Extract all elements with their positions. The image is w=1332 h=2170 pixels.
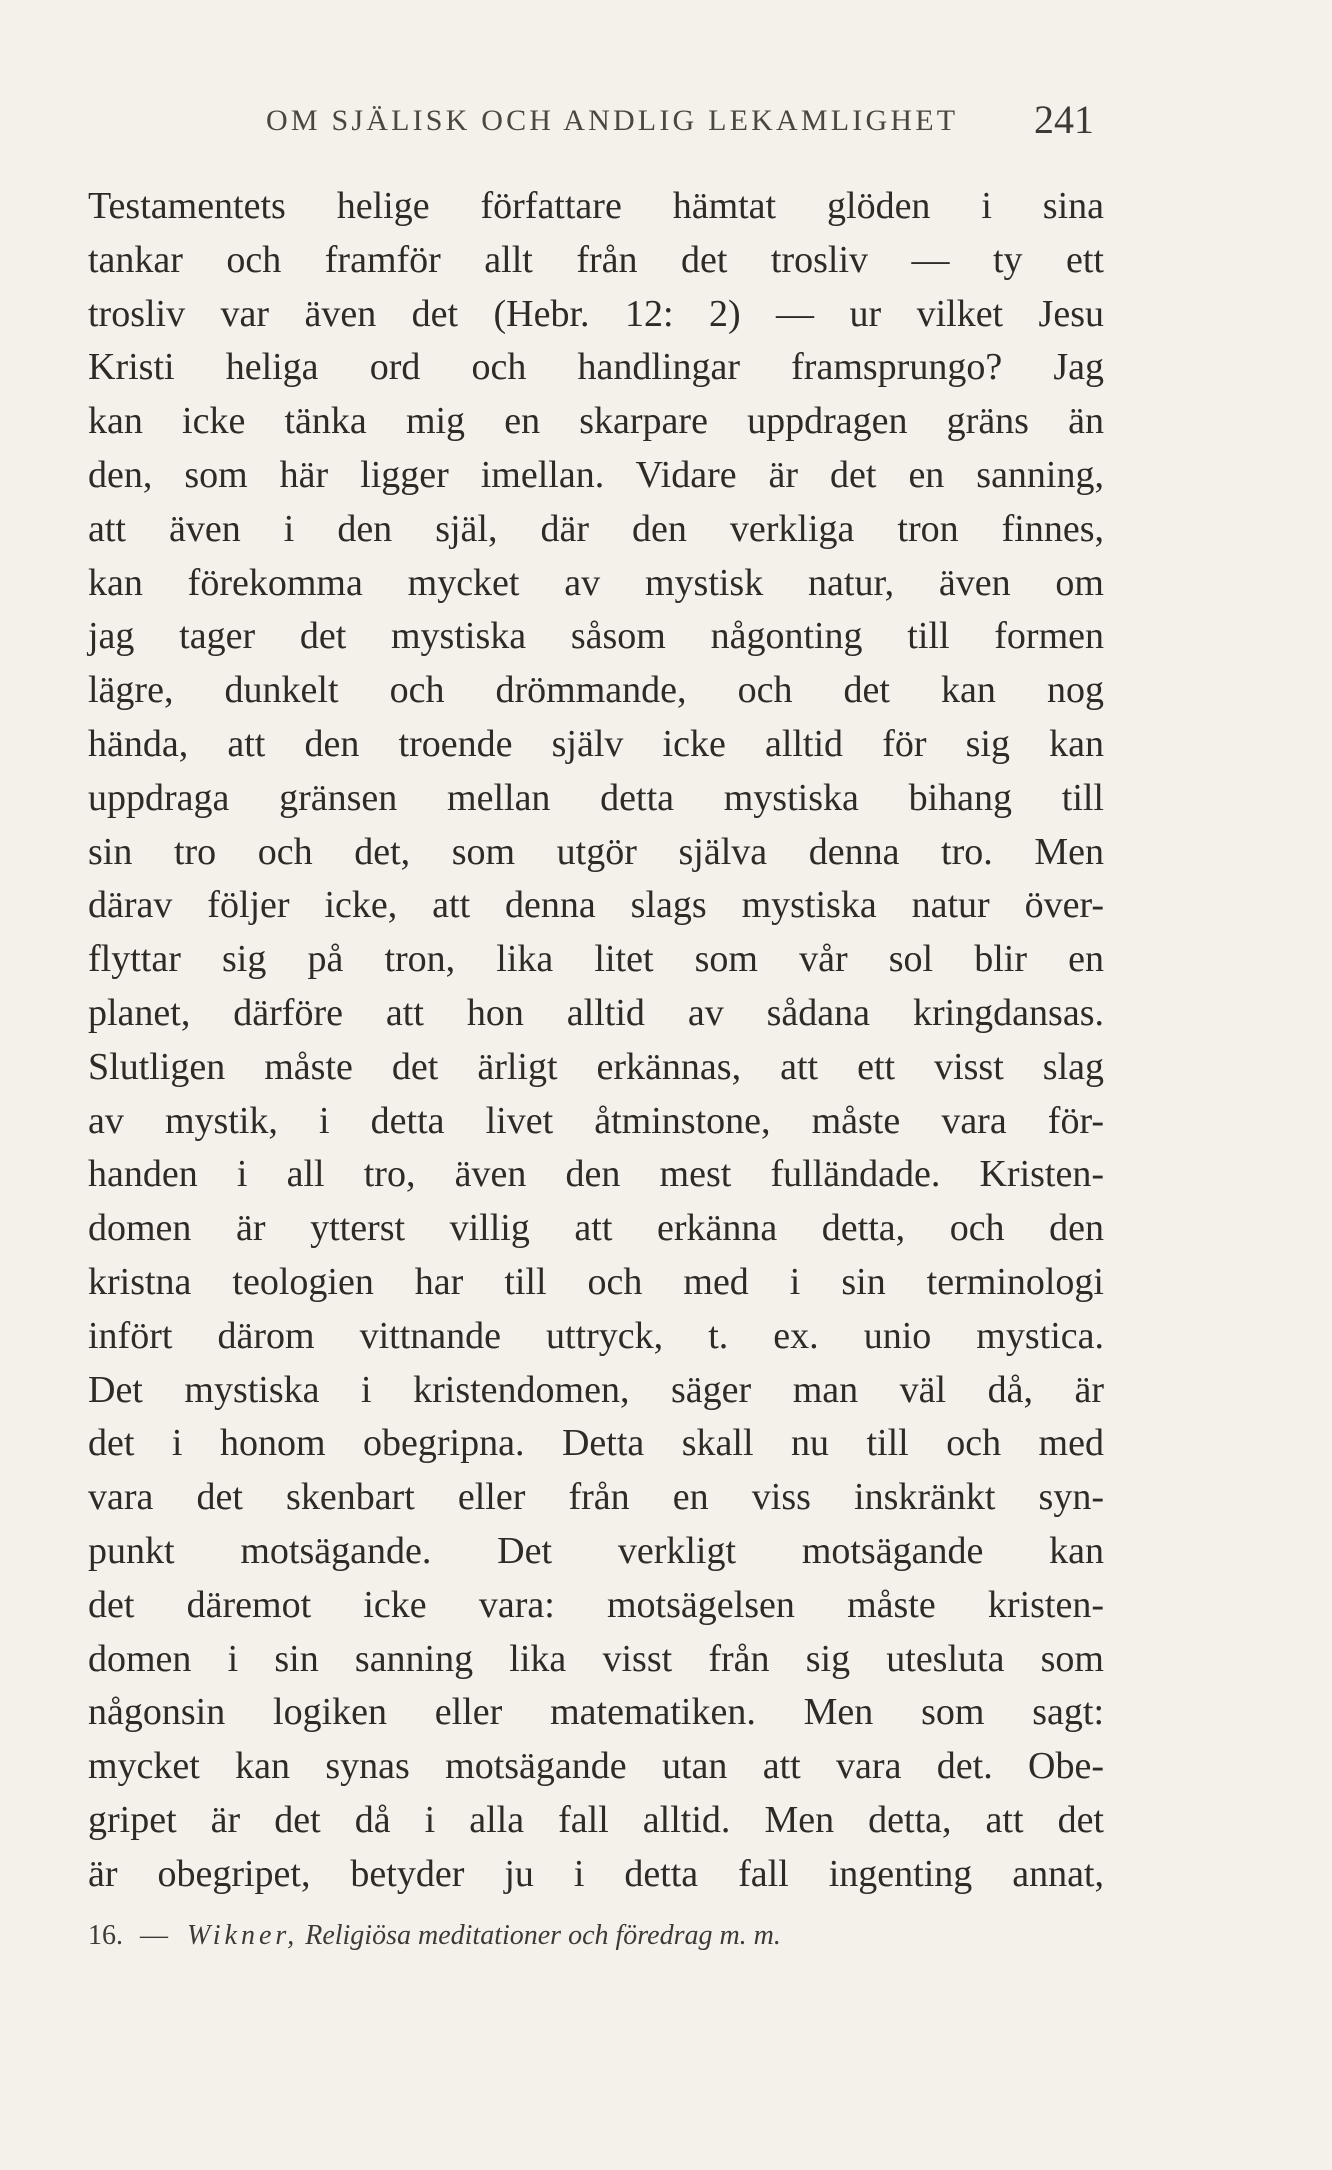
- text-line: handen i all tro, även den mest fulländade. Kristen-: [88, 1153, 1104, 1196]
- body-text: [88, 180, 1104, 1902]
- text-line: trosliv var även det (Hebr. 12: 2) — ur vilket Jesu: [88, 292, 1104, 335]
- text-line: domen i sin sanning lika visst från sig utesluta som: [88, 1637, 1104, 1680]
- running-title: OM SJÄLISK OCH ANDLIG LEKAMLIGHET: [266, 104, 959, 137]
- text-line: lägre, dunkelt och drömmande, och det kan nog: [88, 669, 1104, 712]
- text-line: flyttar sig på tron, lika litet som vår sol blir en: [88, 938, 1104, 981]
- text-line: hända, att den troende själv icke alltid för sig kan: [88, 722, 1104, 765]
- text-line: kristna teologien har till och med i sin terminologi: [88, 1260, 1104, 1303]
- text-line: kan förekomma mycket av mystisk natur, även om: [88, 561, 1104, 604]
- footer-signature-line: [88, 1920, 781, 1952]
- text-line: kan icke tänka mig en skarpare uppdragen gräns än: [88, 400, 1104, 443]
- text-line: det i honom obegripna. Detta skall nu till och med: [88, 1422, 1104, 1465]
- text-line: någonsin logiken eller matematiken. Men som sagt:: [88, 1691, 1104, 1734]
- text-line: är obegripet, betyder ju i detta fall ingenting annat,: [88, 1852, 1104, 1895]
- footer-dash: —: [140, 1920, 168, 1951]
- text-line: den, som här ligger imellan. Vidare är det en sanning,: [88, 453, 1104, 496]
- footer-book-title: Religiösa meditationer och föredrag m. m.: [305, 1920, 781, 1951]
- text-line: sin tro och det, som utgör själva denna tro. Men: [88, 830, 1104, 873]
- text-line: domen är ytterst villig att erkänna detta, och den: [88, 1207, 1104, 1250]
- text-line: det däremot icke vara: motsägelsen måste kristen-: [88, 1583, 1104, 1626]
- text-line: infört därom vittnande uttryck, t. ex. unio mystica.: [88, 1314, 1104, 1357]
- page-number: 241: [1034, 97, 1094, 142]
- text-line: punkt motsägande. Det verkligt motsägande kan: [88, 1529, 1104, 1572]
- text-line: vara det skenbart eller från en viss inskränkt syn-: [88, 1476, 1104, 1519]
- text-line: mycket kan synas motsägande utan att vara det. Obe-: [88, 1745, 1104, 1788]
- text-line: planet, därföre att hon alltid av sådana kringdansas.: [88, 991, 1104, 1034]
- text-line: Kristi heliga ord och handlingar framsprungo? Jag: [88, 346, 1104, 389]
- text-line: av mystik, i detta livet åtminstone, måste vara för-: [88, 1099, 1104, 1142]
- text-line: jag tager det mystiska såsom någonting till formen: [88, 615, 1104, 658]
- text-line: Det mystiska i kristendomen, säger man väl då, är: [88, 1368, 1104, 1411]
- text-line: Testamentets helige författare hämtat glöden i sina: [88, 185, 1104, 227]
- text-line: gripet är det då i alla fall alltid. Men detta, att det: [88, 1798, 1104, 1841]
- text-line: därav följer icke, att denna slags mystiska natur över-: [88, 884, 1104, 927]
- text-line: uppdraga gränsen mellan detta mystiska bihang till: [88, 776, 1104, 819]
- footer-author: Wikner,: [187, 1920, 299, 1951]
- text-line: tankar och framför allt från det trosliv — ty ett: [88, 238, 1104, 281]
- signature-mark: 16.: [88, 1920, 123, 1951]
- text-line: Slutligen måste det ärligt erkännas, att ett visst slag: [88, 1045, 1104, 1088]
- text-line: att även i den själ, där den verkliga tron finnes,: [88, 507, 1104, 550]
